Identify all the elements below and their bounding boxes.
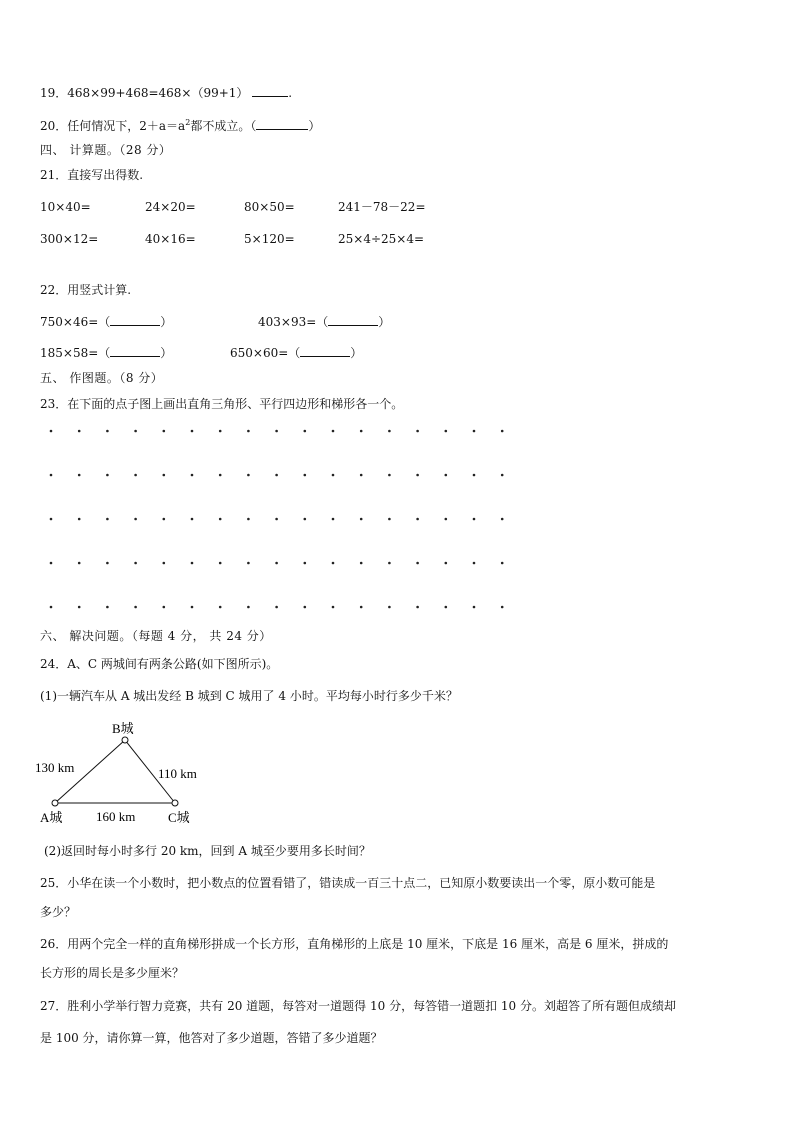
grid-dot[interactable] <box>78 518 81 521</box>
q21-item: 5×120= <box>244 232 295 246</box>
grid-dot[interactable] <box>247 518 250 521</box>
grid-dot[interactable] <box>163 518 166 521</box>
q21-item: 40×16= <box>145 232 196 246</box>
grid-dot[interactable] <box>445 606 448 609</box>
grid-dot[interactable] <box>163 562 166 565</box>
question-21-title: 21．直接写出得数. <box>40 168 144 182</box>
grid-dot[interactable] <box>304 474 307 477</box>
grid-dot[interactable] <box>388 518 391 521</box>
grid-dot[interactable] <box>106 606 109 609</box>
grid-dot[interactable] <box>501 562 504 565</box>
q22-item: 750×46=（ ） <box>40 315 173 329</box>
answer-blank[interactable] <box>110 313 160 326</box>
q21-item: 10×40= <box>40 200 91 214</box>
grid-dot[interactable] <box>106 430 109 433</box>
q21-item: 241－78－22= <box>338 200 426 214</box>
grid-dot[interactable] <box>473 518 476 521</box>
grid-dot[interactable] <box>78 474 81 477</box>
grid-dot[interactable] <box>445 562 448 565</box>
question-23: 23．在下面的点子图上画出直角三角形、平行四边形和梯形各一个。 <box>40 397 404 411</box>
grid-dot[interactable] <box>219 430 222 433</box>
grid-dot[interactable] <box>191 474 194 477</box>
grid-dot[interactable] <box>163 474 166 477</box>
grid-dot[interactable] <box>473 606 476 609</box>
q21-item: 24×20= <box>145 200 196 214</box>
grid-dot[interactable] <box>275 430 278 433</box>
question-22-title: 22．用竖式计算. <box>40 283 132 297</box>
grid-dot[interactable] <box>219 606 222 609</box>
question-26-line-1: 26．用两个完全一样的直角梯形拼成一个长方形，直角梯形的上底是 10 厘米，下底是 16 厘米，高是 6 厘米，拼成的 <box>40 937 669 951</box>
grid-dot[interactable] <box>163 606 166 609</box>
grid-dot[interactable] <box>416 606 419 609</box>
grid-dot[interactable] <box>106 562 109 565</box>
grid-dot[interactable] <box>388 562 391 565</box>
grid-dot[interactable] <box>191 518 194 521</box>
grid-dot[interactable] <box>50 518 53 521</box>
q22-item: 185×58=（ ） <box>40 346 173 360</box>
question-24-part-1: (1)一辆汽车从 A 城出发经 B 城到 C 城用了 4 小时。平均每小时行多少千米？ <box>40 689 458 703</box>
q21-item: 300×12= <box>40 232 99 246</box>
grid-dot[interactable] <box>473 562 476 565</box>
point-b <box>122 737 128 743</box>
label-bc-distance: 110 km <box>158 766 197 781</box>
grid-dot[interactable] <box>416 474 419 477</box>
grid-dot[interactable] <box>50 474 53 477</box>
grid-dot[interactable] <box>78 606 81 609</box>
grid-dot[interactable] <box>219 562 222 565</box>
answer-blank[interactable] <box>256 117 308 130</box>
grid-dot[interactable] <box>501 606 504 609</box>
question-27-line-1: 27．胜利小学举行智力竞赛，共有 20 道题，每答对一道题得 10 分，每答错一道题扣 10 分。刘超答了所有题但成绩却 <box>40 999 676 1013</box>
dot-grid[interactable] <box>40 420 520 620</box>
grid-dot[interactable] <box>501 474 504 477</box>
grid-dot[interactable] <box>134 474 137 477</box>
grid-dot[interactable] <box>134 518 137 521</box>
q21-item: 25×4÷25×4= <box>338 232 425 246</box>
grid-dot[interactable] <box>445 518 448 521</box>
grid-dot[interactable] <box>360 474 363 477</box>
grid-dot[interactable] <box>332 518 335 521</box>
question-24-part-2: (2)返回时每小时多行 20 km，回到 A 城至少要用多长时间？ <box>44 844 371 858</box>
answer-blank[interactable] <box>110 344 160 357</box>
q21-item: 80×50= <box>244 200 295 214</box>
grid-dot[interactable] <box>50 430 53 433</box>
grid-dot[interactable] <box>360 606 363 609</box>
question-24-title: 24．A、C 两城间有两条公路(如下图所示)。 <box>40 657 279 671</box>
answer-blank[interactable] <box>252 84 288 97</box>
grid-dot[interactable] <box>247 430 250 433</box>
q22-item: 403×93=（ ） <box>258 315 391 329</box>
grid-dot[interactable] <box>247 474 250 477</box>
grid-dot[interactable] <box>191 562 194 565</box>
grid-dot[interactable] <box>473 474 476 477</box>
grid-dot[interactable] <box>304 562 307 565</box>
q22-item: 650×60=（ ） <box>230 346 363 360</box>
grid-dot[interactable] <box>332 606 335 609</box>
grid-dot[interactable] <box>332 562 335 565</box>
grid-dot[interactable] <box>219 518 222 521</box>
grid-dot[interactable] <box>501 430 504 433</box>
grid-dot[interactable] <box>247 606 250 609</box>
label-ac-distance: 160 km <box>96 809 136 824</box>
question-26-line-2: 长方形的周长是多少厘米？ <box>40 966 185 980</box>
grid-dot[interactable] <box>416 518 419 521</box>
grid-dot[interactable] <box>416 562 419 565</box>
grid-dot[interactable] <box>304 518 307 521</box>
grid-dot[interactable] <box>50 606 53 609</box>
answer-blank[interactable] <box>328 313 378 326</box>
grid-dot[interactable] <box>275 518 278 521</box>
label-c-city: C城 <box>168 810 190 825</box>
grid-dot[interactable] <box>388 430 391 433</box>
grid-dot[interactable] <box>50 562 53 565</box>
grid-dot[interactable] <box>360 518 363 521</box>
question-27-line-2: 是 100 分，请你算一算，他答对了多少道题，答错了多少道题？ <box>40 1031 383 1045</box>
section-4-title: 四、 计算题。（28 分） <box>40 143 172 157</box>
question-19: 19．468×99+468=468×（99+1） . <box>40 86 293 100</box>
grid-dot[interactable] <box>473 430 476 433</box>
grid-dot[interactable] <box>445 474 448 477</box>
answer-blank[interactable] <box>300 344 350 357</box>
grid-dot[interactable] <box>416 430 419 433</box>
grid-dot[interactable] <box>360 430 363 433</box>
question-25-line-2: 多少？ <box>40 905 77 919</box>
grid-dot[interactable] <box>191 606 194 609</box>
grid-dot[interactable] <box>78 562 81 565</box>
grid-dot[interactable] <box>445 430 448 433</box>
grid-dot[interactable] <box>360 562 363 565</box>
grid-dot[interactable] <box>275 562 278 565</box>
section-6-title: 六、 解决问题。（每题 4 分， 共 24 分） <box>40 629 272 643</box>
grid-dot[interactable] <box>332 430 335 433</box>
section-5-title: 五、 作图题。（8 分） <box>40 371 164 385</box>
grid-dot[interactable] <box>219 474 222 477</box>
grid-dot[interactable] <box>388 606 391 609</box>
grid-dot[interactable] <box>501 518 504 521</box>
question-25-line-1: 25．小华在读一个小数时，把小数点的位置看错了，错读成一百三十点二，已知原小数要读出一个零，原小数可能是 <box>40 876 656 890</box>
grid-dot[interactable] <box>247 562 250 565</box>
grid-dot[interactable] <box>275 606 278 609</box>
grid-dot[interactable] <box>134 430 137 433</box>
grid-dot[interactable] <box>134 562 137 565</box>
grid-dot[interactable] <box>304 430 307 433</box>
label-a-city: A城 <box>40 810 63 825</box>
label-b-city: B城 <box>112 721 134 736</box>
grid-dot[interactable] <box>304 606 307 609</box>
grid-dot[interactable] <box>78 430 81 433</box>
grid-dot[interactable] <box>388 474 391 477</box>
label-ab-distance: 130 km <box>35 760 75 775</box>
grid-dot[interactable] <box>163 430 166 433</box>
point-a <box>52 800 58 806</box>
triangle-diagram <box>30 715 230 830</box>
question-20: 20．任何情况下，$2+a=a^2$都不成立。（ ） <box>40 118 321 133</box>
grid-dot[interactable] <box>191 430 194 433</box>
grid-dot[interactable] <box>275 474 278 477</box>
grid-dot[interactable] <box>106 518 109 521</box>
grid-dot[interactable] <box>332 474 335 477</box>
grid-dot[interactable] <box>134 606 137 609</box>
point-c <box>172 800 178 806</box>
grid-dot[interactable] <box>106 474 109 477</box>
